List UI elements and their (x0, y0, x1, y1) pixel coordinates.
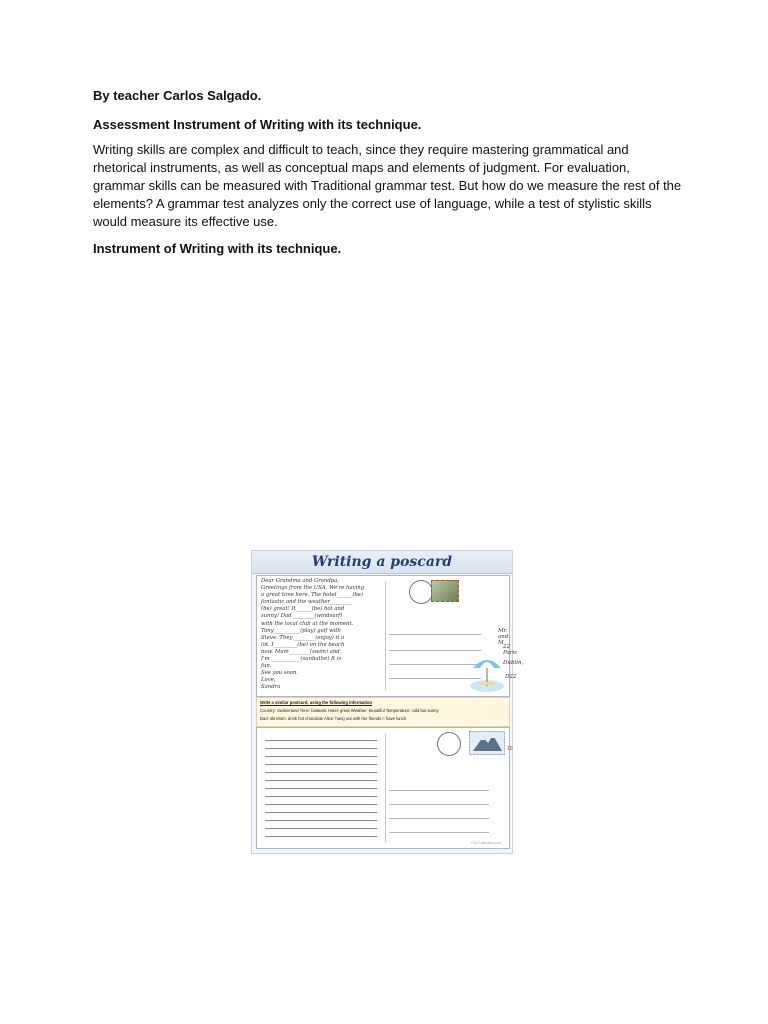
writing-line (265, 780, 377, 781)
letter-line: with the local club at the moment. (261, 620, 354, 627)
letter-line: I'm ___________(sunbathe) It is (261, 656, 342, 663)
address-line (389, 818, 489, 819)
writing-line (265, 764, 377, 765)
address-text: Mr. and M (498, 628, 509, 646)
credit-text: ESLCollection.com (471, 841, 501, 845)
instructions-title: Write a similar postcard, using the following information (260, 700, 373, 705)
writing-line (265, 812, 377, 813)
document-title: Assessment Instrument of Writing with its technique. (93, 117, 422, 132)
writing-line (265, 820, 377, 821)
address-text: 22 Paris (503, 644, 517, 656)
writing-line (265, 756, 377, 757)
address-text: D22 (505, 674, 517, 680)
mountain-stamp-icon (469, 731, 505, 755)
postmark-icon (409, 580, 433, 604)
letter-line: fun. (261, 663, 272, 670)
stamp-value: 10 (507, 746, 513, 752)
example-postcard (256, 575, 524, 697)
letter-line: sunny! Dad ________(windsurf) (261, 613, 343, 620)
letter-line: Sandra (261, 684, 281, 691)
letter-line: Greetings from the USA. We're having (261, 585, 365, 592)
postcard-divider (385, 734, 386, 842)
letter-line: Steve. They ________(enjoy) it a (261, 634, 345, 641)
blank-postcard (256, 727, 513, 849)
address-line (389, 678, 481, 679)
letter-line: Dear Grandma and Grandpa, (261, 578, 339, 584)
address-line (389, 664, 481, 665)
postmark-icon (437, 732, 461, 756)
author-line: By teacher Carlos Salgado. (93, 88, 262, 103)
letter-line: Love, (261, 677, 276, 684)
section-subtitle: Instrument of Writing with its technique. (93, 241, 342, 256)
stamp-icon (431, 580, 459, 602)
writing-line (265, 836, 377, 837)
address-line (389, 634, 481, 635)
letter-line: now. Mum________(swim) and (261, 648, 340, 655)
letter-line: lot. I_________(be) on the beach (261, 641, 345, 648)
instructions-line: Dad: ski Mom: drink hot chocolate Alice: hang out with her friends I: have lunch (260, 716, 407, 721)
address-line (389, 790, 489, 791)
postcard-letter (261, 578, 381, 692)
address-line (389, 832, 489, 833)
worksheet-title: Writing a poscard (311, 554, 453, 570)
letter-line: See you soon. (261, 670, 299, 677)
writing-line (265, 828, 377, 829)
address-line (389, 650, 481, 651)
letter-line: fantastic and the weather________ (261, 599, 352, 606)
writing-line (265, 788, 377, 789)
letter-line: Tony__________(play) golf with (261, 627, 341, 634)
instructions-box (256, 697, 510, 727)
letter-line: (be) great! It______(be) hot and (261, 606, 345, 613)
instructions-line: Country: Switzerland Time: fantastic Hotel: great Weather: beautiful Temperature: cold but sunny (260, 708, 439, 713)
letter-line: a great time here. The hotel______(be) (261, 592, 363, 599)
writing-line (265, 740, 377, 741)
body-paragraph: Writing skills are complex and difficult to teach, since they require mastering grammatical and rhetorical instruments, as well as conceptual maps and elements of judgment. For evaluation, grammar skills can be measured with Traditional grammar test. But how do we measure the rest of the elements? A grammar test analyzes only the correct use of language, while a test of stylistic skills would measure its effective use. (93, 142, 682, 229)
postcard-worksheet-image (251, 550, 524, 854)
address-text: Dublin, (503, 660, 524, 666)
beach-umbrella-icon (469, 654, 505, 694)
postcard-divider (385, 582, 386, 690)
writing-line (265, 796, 377, 797)
address-line (389, 804, 489, 805)
worksheet-header (252, 551, 512, 574)
writing-line (265, 804, 377, 805)
writing-line (265, 772, 377, 773)
writing-line (265, 748, 377, 749)
